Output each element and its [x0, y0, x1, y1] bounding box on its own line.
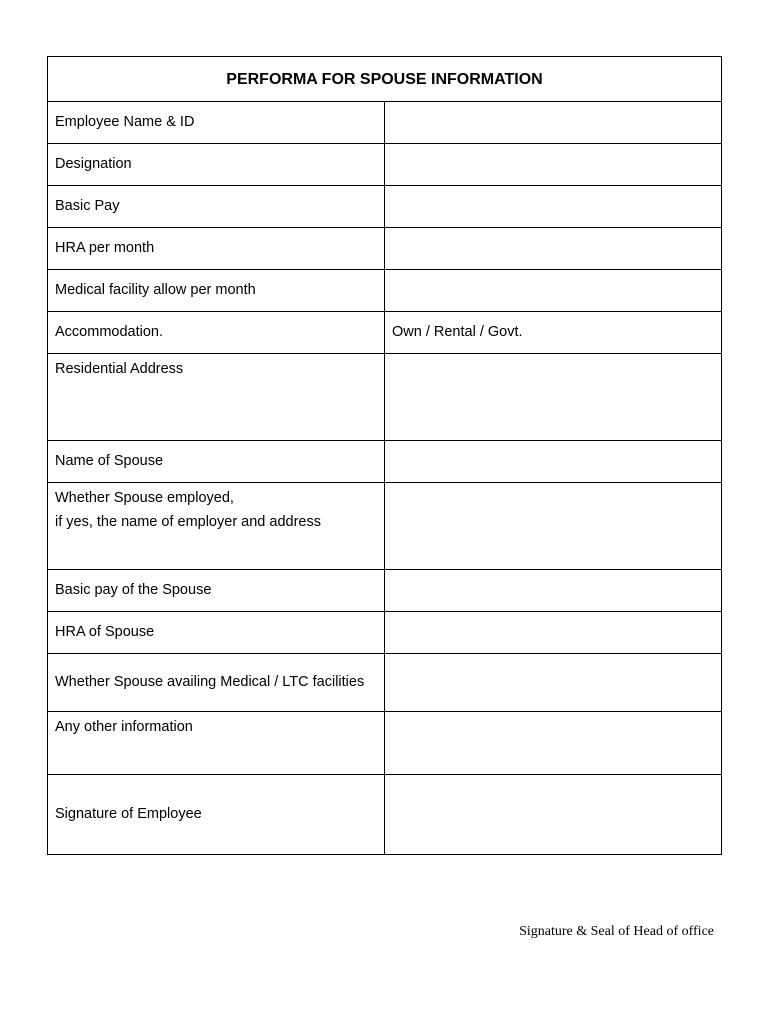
spouse-hra-label: HRA of Spouse — [48, 612, 385, 654]
table-row — [48, 228, 722, 270]
table-row — [48, 144, 722, 186]
spouse-medical-ltc-field[interactable] — [385, 654, 722, 712]
employee-name-id-label: Employee Name & ID — [48, 102, 385, 144]
accommodation-options[interactable]: Own / Rental / Govt. — [385, 312, 722, 354]
table-row — [48, 312, 722, 354]
spouse-name-label: Name of Spouse — [48, 441, 385, 483]
hra-per-month-field[interactable] — [385, 228, 722, 270]
basic-pay-field[interactable] — [385, 186, 722, 228]
table-row — [48, 441, 722, 483]
medical-allowance-field[interactable] — [385, 270, 722, 312]
employee-signature-field[interactable] — [385, 775, 722, 855]
spouse-information-form — [47, 56, 722, 855]
employee-name-id-field[interactable] — [385, 102, 722, 144]
table-row — [48, 186, 722, 228]
other-info-label: Any other information — [48, 712, 385, 775]
table-row — [48, 712, 722, 775]
other-info-field[interactable] — [385, 712, 722, 775]
table-row — [48, 483, 722, 570]
table-row — [48, 775, 722, 855]
spouse-employed-label — [48, 483, 385, 570]
spouse-basic-pay-label: Basic pay of the Spouse — [48, 570, 385, 612]
medical-allowance-label: Medical facility allow per month — [48, 270, 385, 312]
head-of-office-signature-label: Signature & Seal of Head of office — [519, 924, 714, 939]
spouse-employed-line-1: Whether Spouse employed, — [55, 490, 234, 506]
designation-label: Designation — [48, 144, 385, 186]
accommodation-label: Accommodation. — [48, 312, 385, 354]
spouse-employed-field[interactable] — [385, 483, 722, 570]
spouse-basic-pay-field[interactable] — [385, 570, 722, 612]
table-row — [48, 654, 722, 712]
table-row — [48, 102, 722, 144]
hra-per-month-label: HRA per month — [48, 228, 385, 270]
spouse-medical-ltc-label: Whether Spouse availing Medical / LTC facilities — [48, 654, 385, 712]
residential-address-field[interactable] — [385, 354, 722, 441]
table-row — [48, 270, 722, 312]
spouse-name-field[interactable] — [385, 441, 722, 483]
designation-field[interactable] — [385, 144, 722, 186]
form-title: PERFORMA FOR SPOUSE INFORMATION — [48, 57, 722, 102]
table-row — [48, 570, 722, 612]
basic-pay-label: Basic Pay — [48, 186, 385, 228]
table-row — [48, 354, 722, 441]
table-row — [48, 612, 722, 654]
spouse-hra-field[interactable] — [385, 612, 722, 654]
residential-address-label: Residential Address — [48, 354, 385, 441]
spouse-employed-line-2: if yes, the name of employer and address — [55, 514, 321, 530]
employee-signature-label: Signature of Employee — [48, 775, 385, 855]
